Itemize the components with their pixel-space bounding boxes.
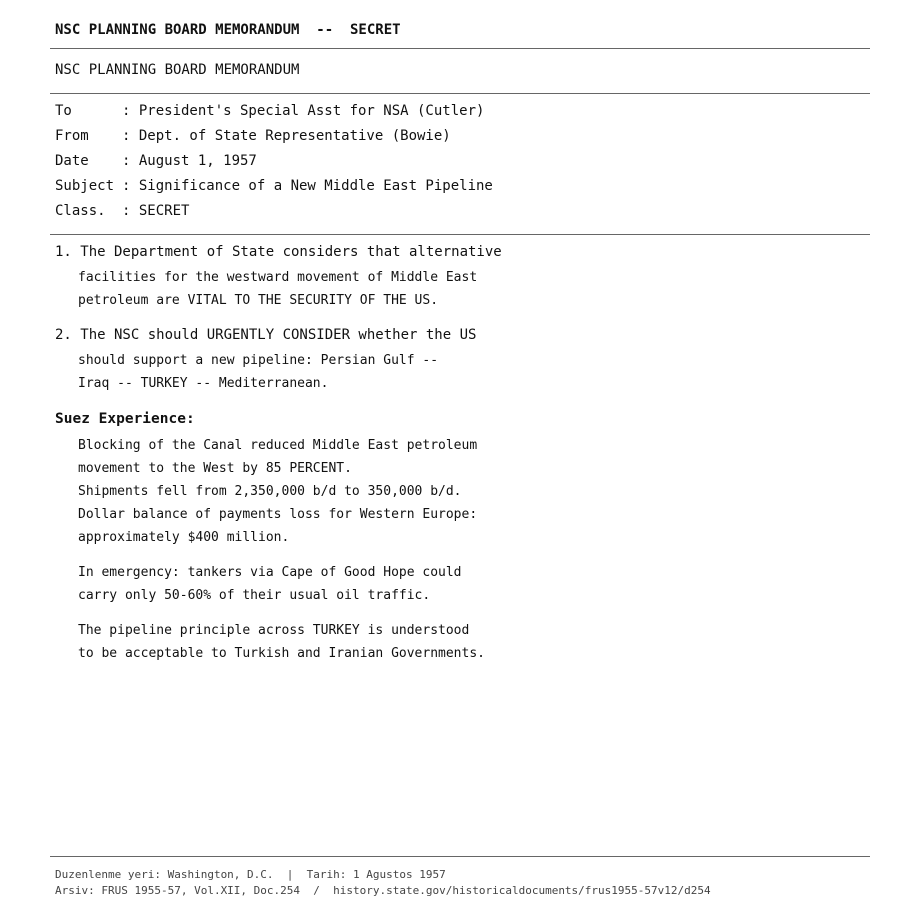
point-2-lead: 2. The NSC should URGENTLY CONSIDER whether the US: [55, 327, 477, 343]
meta-class: [55, 203, 189, 219]
meta-key: Subject: [55, 178, 115, 194]
meta-key: To: [55, 103, 72, 119]
meta-key: Class.: [55, 203, 106, 219]
divider: [50, 856, 870, 857]
meta-value: August 1, 1957: [138, 153, 257, 169]
footer-archive: Arsiv: FRUS 1955-57, Vol.XII, Doc.254 / history.state.gov/historicaldocuments/frus1955-57v12/d254: [55, 884, 711, 897]
point-1-line: facilities for the westward movement of Middle East: [78, 270, 478, 285]
section-line: In emergency: tankers via Cape of Good Hope could: [78, 565, 462, 580]
meta-key: Date: [55, 153, 89, 169]
meta-subject: [55, 178, 493, 194]
divider: [50, 48, 870, 49]
divider: [50, 93, 870, 94]
divider: [50, 234, 870, 235]
meta-value: Significance of a New Middle East Pipeline: [138, 178, 493, 194]
section-line: movement to the West by 85 PERCENT.: [78, 461, 352, 476]
meta-value: SECRET: [138, 203, 190, 219]
section-line: approximately $400 million.: [78, 530, 290, 545]
meta-sep: :: [122, 203, 139, 219]
section-line: The pipeline principle across TURKEY is understood: [78, 623, 470, 638]
meta-key: From: [55, 128, 89, 144]
meta-to: [55, 103, 484, 119]
meta-value: President's Special Asst for NSA (Cutler): [138, 103, 485, 119]
section-line: Blocking of the Canal reduced Middle East petroleum: [78, 438, 478, 453]
section-line: carry only 50-60% of their usual oil traffic.: [78, 588, 431, 603]
meta-sep: :: [122, 128, 139, 144]
point-2-line: Iraq -- TURKEY -- Mediterranean.: [78, 376, 329, 391]
point-2-line: should support a new pipeline: Persian Gulf --: [78, 353, 439, 368]
section-line: Dollar balance of payments loss for Western Europe:: [78, 507, 478, 522]
meta-sep: :: [122, 103, 139, 119]
section-line: to be acceptable to Turkish and Iranian Governments.: [78, 646, 485, 661]
footer-location-date: Duzenlenme yeri: Washington, D.C. | Tarih: 1 Agustos 1957: [55, 868, 446, 881]
meta-from: [55, 128, 451, 144]
meta-date: [55, 153, 257, 169]
meta-value: Dept. of State Representative (Bowie): [138, 128, 451, 144]
section-heading: Suez Experience:: [55, 411, 195, 427]
section-line: Shipments fell from 2,350,000 b/d to 350,000 b/d.: [78, 484, 462, 499]
meta-sep: :: [122, 178, 139, 194]
memo-subtitle: NSC PLANNING BOARD MEMORANDUM: [55, 62, 300, 78]
memo-title: NSC PLANNING BOARD MEMORANDUM -- SECRET: [55, 22, 401, 38]
meta-sep: :: [122, 153, 139, 169]
point-1-lead: 1. The Department of State considers that alternative: [55, 244, 502, 260]
point-1-line: petroleum are VITAL TO THE SECURITY OF THE US.: [78, 293, 439, 308]
